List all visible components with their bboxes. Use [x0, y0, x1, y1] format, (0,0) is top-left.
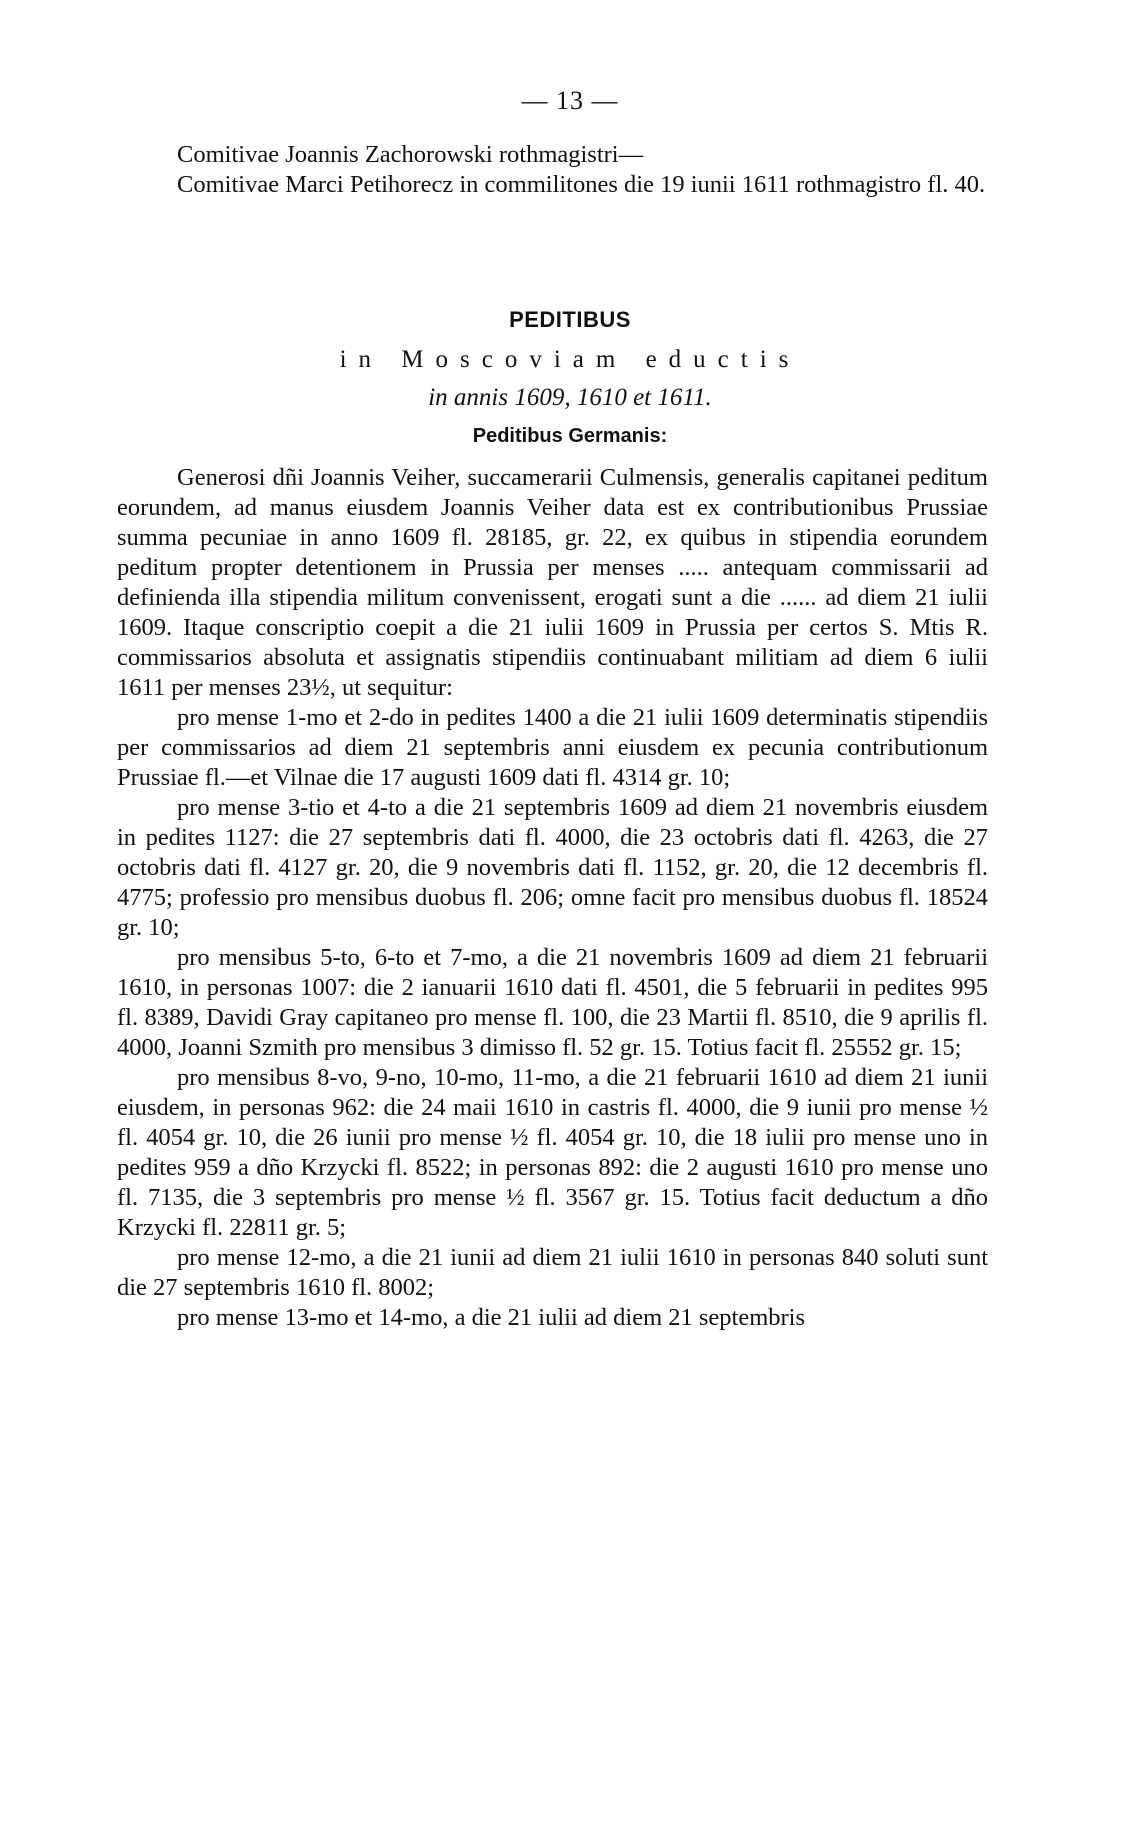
page-number: — 13 — — [521, 86, 619, 115]
section-years: in annis 1609, 1610 et 1611. — [428, 384, 712, 411]
body-text — [117, 463, 988, 1333]
section-subtitle: in Moscoviam eductis — [339, 346, 801, 373]
paragraph: pro mense 1-mo et 2-do in pedites 1400 a die 21 iulii 1609 determinatis stipendiis per commissarios ad diem 21 septembris anni eiusdem ex pecunia contributionum Prussiae fl.—et Vilnae die 17 augusti 1609 dati fl. 4314 gr. 10; — [117, 704, 988, 791]
paragraph: pro mense 12-mo, a die 21 iunii ad diem 21 iulii 1610 in personas 840 soluti sunt die 27 septembris 1610 fl. 8002; — [117, 1244, 988, 1301]
intro-line-1: Comitivae Joannis Zachorowski rothmagistri— — [177, 141, 644, 168]
section-title: PEDITIBUS — [509, 307, 631, 332]
paragraph: Generosi dñi Joannis Veiher, succamerarii Culmensis, generalis capitanei peditum eorundem, ad manus eiusdem Joannis Veiher data est ex contributionibus Prussiae summa pecuniae in anno 1609 fl. 28185, gr. 22, ex quibus in stipendia eorundem peditum propter detentionem in Prussia per menses ..... antequam commissarii ad definienda illa stipendia militum convenissent, erogati sunt a die ...... ad diem 21 iulii 1609. Itaque conscriptio coepit a die 21 iulii 1609 in Prussia per certos S. Mtis R. commissarios absoluta et assignatis stipendiis continuabant militiam ad diem 6 iulii 1611 per menses 23½, ut sequitur: — [117, 464, 988, 701]
paragraph: pro mense 13-mo et 14-mo, a die 21 iulii ad diem 21 septembris — [177, 1304, 806, 1331]
intro-block — [117, 140, 988, 200]
intro-line-2: Comitivae Marci Petihorecz in commilitones die 19 iunii 1611 rothmagistro fl. 40. — [177, 171, 986, 198]
paragraph: pro mensibus 8-vo, 9-no, 10-mo, 11-mo, a die 21 februarii 1610 ad diem 21 iunii eiusdem, in personas 962: die 24 maii 1610 in castris fl. 4000, die 9 iunii pro mense ½ fl. 4054 gr. 10, die 26 iunii pro mense ½ fl. 4054 gr. 10, die 18 iulii pro mense uno in pedites 959 a dño Krzycki fl. 8522; in personas 892: die 2 augusti 1610 pro mense uno fl. 7135, die 3 septembris pro mense ½ fl. 3567 gr. 15. Totius facit deductum a dño Krzycki fl. 22811 gr. 5; — [117, 1064, 988, 1241]
paragraph: pro mense 3-tio et 4-to a die 21 septembris 1609 ad diem 21 novembris eiusdem in pedites 1127: die 27 septembris dati fl. 4000, die 23 octobris dati fl. 4263, die 27 octobris dati fl. 4127 gr. 20, die 9 novembris dati fl. 1152, gr. 20, die 12 decembris fl. 4775; professio pro mensibus duobus fl. 206; omne facit pro mensibus duobus fl. 18524 gr. 10; — [117, 794, 988, 941]
paragraph: pro mensibus 5-to, 6-to et 7-mo, a die 21 novembris 1609 ad diem 21 februarii 1610, in personas 1007: die 2 ianuarii 1610 dati fl. 4501, die 5 februarii in pedites 995 fl. 8389, Davidi Gray capitaneo pro mense fl. 100, die 23 Martii fl. 8510, die 9 aprilis fl. 4000, Joanni Szmith pro mensibus 3 dimisso fl. 52 gr. 15. Totius facit fl. 25552 gr. 15; — [117, 944, 988, 1061]
section-subheading: Peditibus Germanis: — [472, 425, 668, 447]
